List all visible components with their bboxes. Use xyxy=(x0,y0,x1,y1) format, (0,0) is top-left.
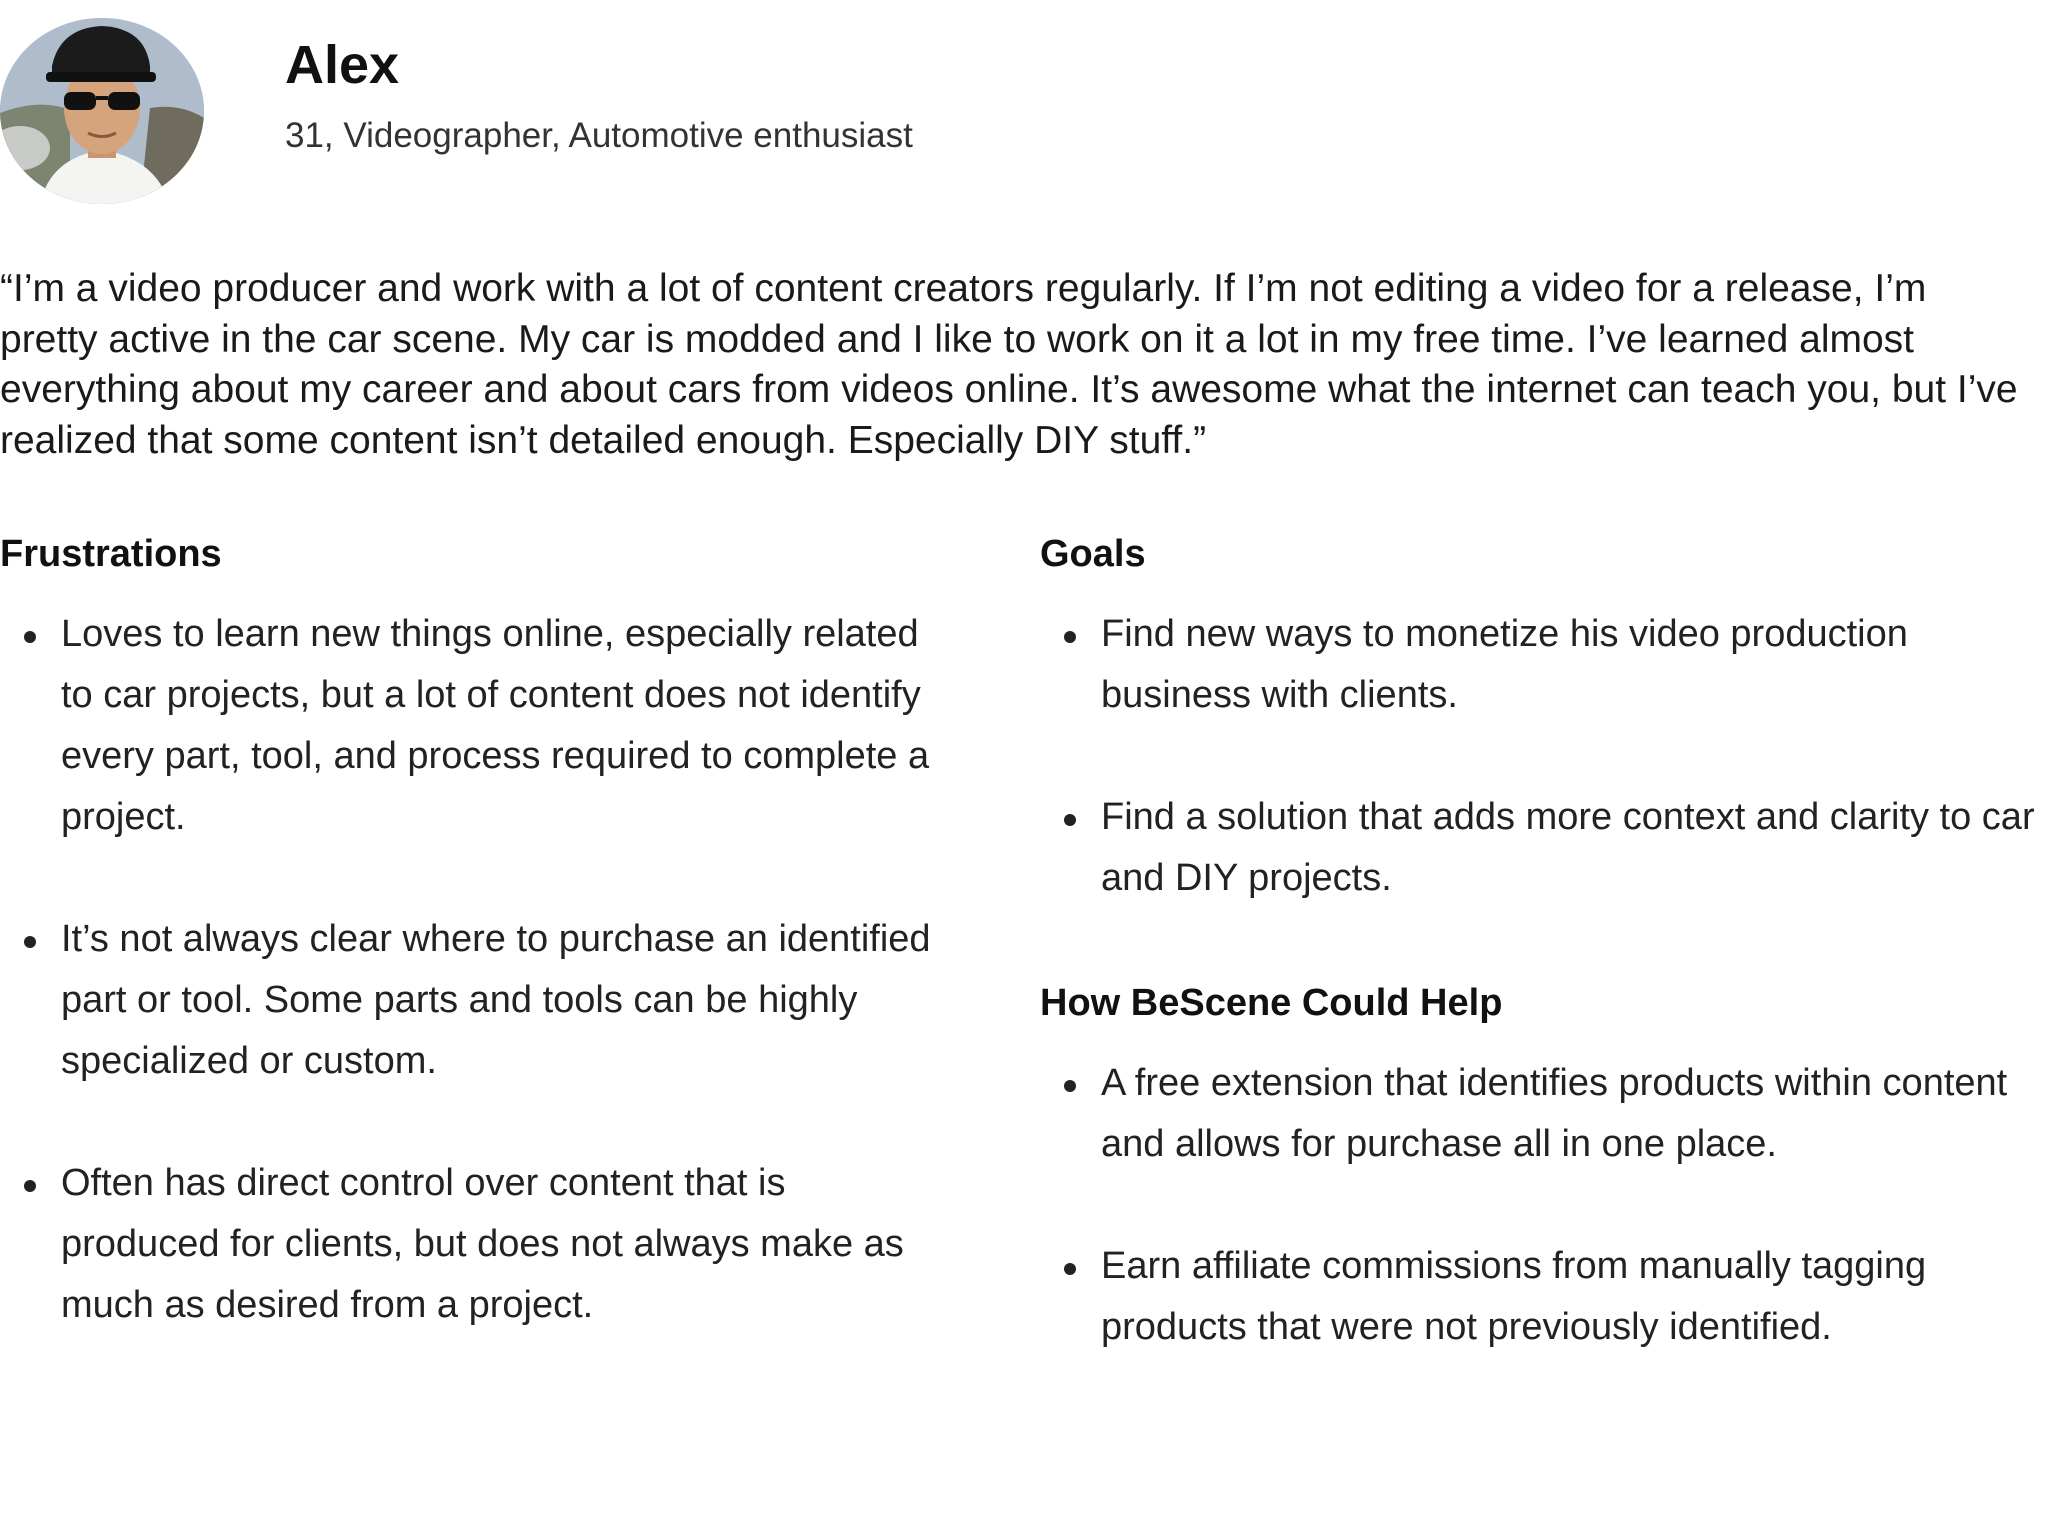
avatar xyxy=(0,18,204,204)
goals-title: Goals xyxy=(1040,533,1146,575)
person-photo-icon xyxy=(0,18,204,204)
list-item: Often has direct control over content that is produced for clients, but does not always make as much as desired from a project. xyxy=(0,1153,940,1336)
list-item: Find new ways to monetize his video production business with clients. xyxy=(1040,604,2040,726)
help-title: How BeScene Could Help xyxy=(1040,982,1503,1024)
persona-subtitle: 31, Videographer, Automotive enthusiast xyxy=(285,116,913,155)
frustrations-title: Frustrations xyxy=(0,533,222,575)
goals-section xyxy=(1040,528,2040,1358)
frustrations-list xyxy=(0,604,940,1336)
list-item: Loves to learn new things online, especially related to car projects, but a lot of content does not identify every part, tool, and process required to complete a project. xyxy=(0,604,940,848)
goals-list xyxy=(1040,604,2040,909)
help-list xyxy=(1040,1053,2040,1358)
list-item: Earn affiliate commissions from manually tagging products that were not previously identified. xyxy=(1040,1236,2040,1358)
list-item: A free extension that identifies products within content and allows for purchase all in one place. xyxy=(1040,1053,2040,1175)
list-item: Find a solution that adds more context and clarity to car and DIY projects. xyxy=(1040,787,2040,909)
frustrations-section xyxy=(0,528,940,1336)
persona-name: Alex xyxy=(285,35,400,95)
list-item: It’s not always clear where to purchase an identified part or tool. Some parts and tools can be highly specialized or custom. xyxy=(0,909,940,1092)
persona-quote: “I’m a video producer and work with a lot of content creators regularly. If I’m not editing a video for a release, I’m pretty active in the car scene. My car is modded and I like to work on it a lot in my free time. I’ve learned almost everything about my career and about cars from videos online. It’s awesome what the internet can teach you, but I’ve realized that some content isn’t detailed enough. Especially DIY stuff.” xyxy=(0,267,2018,462)
